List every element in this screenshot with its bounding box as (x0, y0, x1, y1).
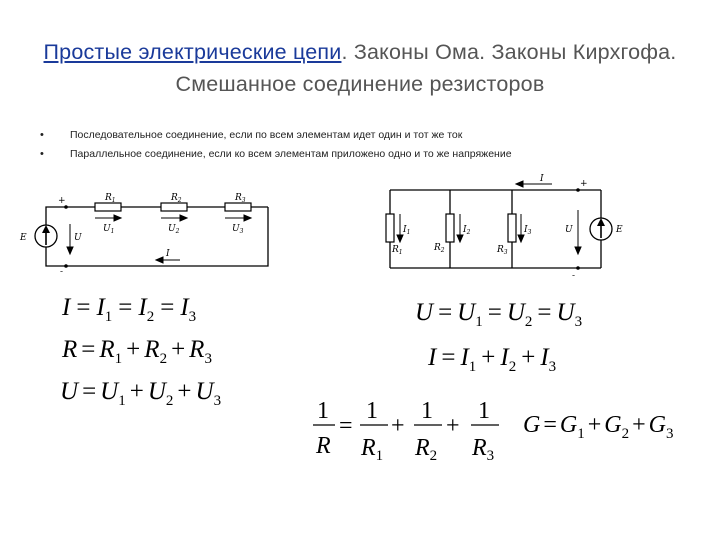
svg-text:+: + (391, 413, 405, 439)
formula-series-voltage: $U = U_1 + U_2 + U_3$ (60, 378, 222, 409)
bullet-dot-icon: • (40, 129, 44, 141)
svg-text:R3: $R_3$ (472, 435, 495, 464)
label-U: U (565, 225, 573, 235)
label-I: I (540, 174, 544, 184)
title-rest: . Законы Ома. Законы Кирхгофа. Смешанное соединение резисторов (175, 40, 677, 96)
label-R1: $R_1$ (392, 245, 403, 256)
label-R2: $R_2$ (171, 193, 182, 204)
label-R3: $R_3$ (235, 193, 246, 204)
bullet-series-text: Последовательное соединение, если по всем элементам идет один и тот же ток (70, 129, 463, 141)
formula-parallel-conductance: $G = G_1 + G_2 + G_3$ (523, 412, 674, 442)
title-link[interactable]: Простые электрические цепи (43, 40, 342, 64)
label-U3: $U_3$ (232, 224, 244, 235)
label-I3: $I_3$ (524, 225, 532, 236)
svg-text:1: 1 (366, 398, 378, 424)
svg-text:+: + (446, 413, 460, 439)
label-U2: $U_2$ (168, 224, 180, 235)
svg-text:R1: $R_1$ (361, 435, 384, 464)
svg-text:1: 1 (317, 398, 329, 424)
label-I2: $I_2$ (463, 225, 471, 236)
formula-parallel-resistance (313, 398, 499, 464)
label-I1: $I_1$ (403, 225, 411, 236)
svg-text:=: = (339, 413, 353, 439)
formula-parallel-current: $I = I_1 + I_2 + I_3$ (428, 344, 557, 375)
label-R1: $R_1$ (105, 193, 116, 204)
label-minus: - (572, 271, 576, 281)
label-E: E (616, 225, 623, 235)
label-U1: $U_1$ (103, 224, 115, 235)
svg-text:R: R (316, 433, 331, 459)
formula-series-current: $I = I_1 = I_2 = I_3$ (62, 294, 197, 325)
label-U: U (74, 233, 82, 243)
formula-series-resistance: $R = R_1 + R_2 + R_3$ (62, 336, 212, 367)
label-minus: - (60, 267, 64, 277)
label-plus: + (580, 179, 588, 189)
label-R2: $R_2$ (434, 243, 445, 254)
svg-text:1: 1 (421, 398, 433, 424)
bullet-dot-icon: • (40, 148, 44, 160)
label-I: I (166, 249, 170, 259)
svg-text:R2: $R_2$ (415, 435, 438, 464)
formula-parallel-voltage: $U = U_1 = U_2 = U_3$ (415, 299, 583, 330)
bullet-parallel-text: Параллельное соединение, если ко всем элементам приложено одно и то же напряжение (70, 148, 512, 160)
svg-text:1: 1 (478, 398, 490, 424)
label-plus: + (58, 196, 66, 206)
label-R3: $R_3$ (497, 245, 508, 256)
label-E: E (20, 233, 27, 243)
